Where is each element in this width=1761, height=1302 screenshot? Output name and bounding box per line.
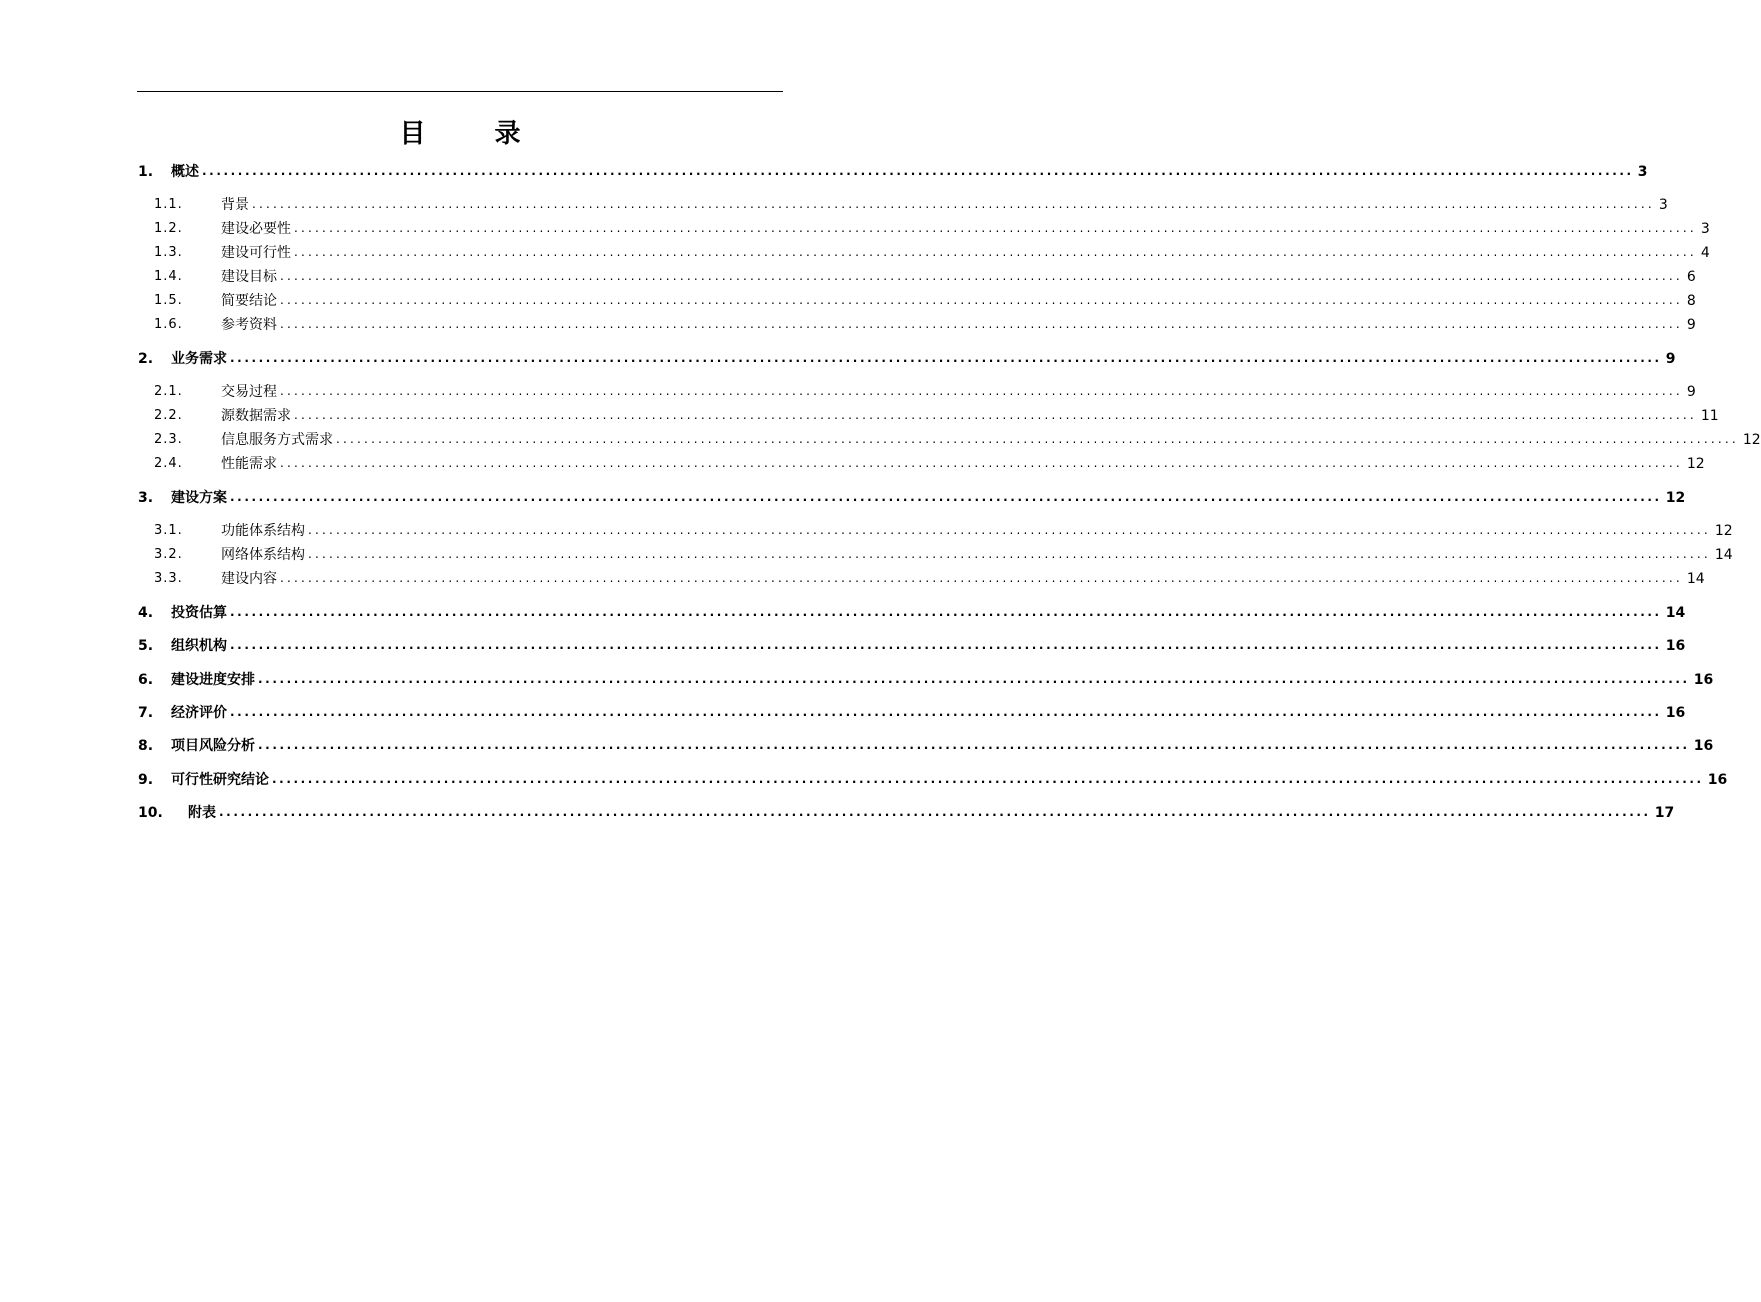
- toc-section-entry[interactable]: [138, 219, 1710, 239]
- toc-section-entry[interactable]: [138, 430, 1761, 450]
- toc-entry-number: 2.4.: [154, 456, 183, 471]
- toc-page-number: 9: [1665, 351, 1676, 367]
- toc-chapter-entry[interactable]: [138, 603, 1686, 623]
- toc-chapter-entry[interactable]: [138, 488, 1686, 508]
- toc-page-number: 14: [1665, 605, 1686, 621]
- toc-entry-number: 3.2.: [154, 547, 183, 562]
- toc-dot-leader: ........................................................................................................................................................................................................: [308, 523, 1711, 537]
- toc-entry-number: 1.1.: [154, 197, 183, 212]
- toc-entry-title: 信息服务方式需求: [221, 432, 333, 448]
- toc-section-entry[interactable]: [138, 406, 1719, 426]
- toc-dot-leader: ........................................................................................................................................................................................................: [202, 164, 1634, 178]
- toc-page-number: 11: [1700, 408, 1719, 424]
- toc-dot-leader: ........................................................................................................................................................................................................: [280, 293, 1683, 307]
- toc-dot-leader: ........................................................................................................................................................................................................: [230, 638, 1662, 652]
- toc-chapter-entry[interactable]: [138, 349, 1676, 369]
- toc-entry-number: 9.: [138, 772, 154, 788]
- toc-page-number: 3: [1658, 197, 1668, 213]
- toc-entry-number: 1.2.: [154, 221, 183, 236]
- toc-dot-leader: ........................................................................................................................................................................................................: [280, 571, 1683, 585]
- toc-entry-title: 网络体系结构: [221, 547, 305, 563]
- toc-entry-title: 建设内容: [221, 571, 277, 587]
- toc-entry-title: 投资估算: [171, 605, 227, 621]
- toc-entry-number: 2.1.: [154, 384, 183, 399]
- toc-dot-leader: ........................................................................................................................................................................................................: [252, 197, 1655, 211]
- toc-page-number: 17: [1654, 805, 1675, 821]
- toc-entry-number: 1.: [138, 164, 154, 180]
- toc-dot-leader: ........................................................................................................................................................................................................: [280, 317, 1683, 331]
- toc-entry-title: 建设进度安排: [171, 672, 255, 688]
- toc-page-number: 3: [1637, 164, 1648, 180]
- toc-dot-leader: ........................................................................................................................................................................................................: [280, 269, 1683, 283]
- toc-entry-title: 项目风险分析: [171, 738, 255, 754]
- toc-section-entry[interactable]: [138, 545, 1733, 565]
- toc-chapter-entry[interactable]: [138, 770, 1728, 790]
- toc-dot-leader: ........................................................................................................................................................................................................: [230, 490, 1662, 504]
- toc-entry-title: 背景: [221, 197, 249, 213]
- toc-dot-leader: ........................................................................................................................................................................................................: [258, 672, 1690, 686]
- page-title: 目 录: [399, 119, 551, 149]
- toc-page-number: 12: [1665, 490, 1686, 506]
- toc-dot-leader: ........................................................................................................................................................................................................: [294, 245, 1697, 259]
- toc-entry-title: 性能需求: [221, 456, 277, 472]
- toc-section-entry[interactable]: [138, 195, 1668, 215]
- toc-page-number: 14: [1686, 571, 1705, 587]
- toc-section-entry[interactable]: [138, 382, 1696, 402]
- toc-chapter-entry[interactable]: [138, 703, 1686, 723]
- toc-entry-number: 2.2.: [154, 408, 183, 423]
- toc-entry-number: 1.4.: [154, 269, 183, 284]
- toc-page-number: 8: [1686, 293, 1696, 309]
- toc-entry-number: 6.: [138, 672, 154, 688]
- toc-page-number: 16: [1693, 672, 1714, 688]
- toc-entry-number: 1.5.: [154, 293, 183, 308]
- toc-chapter-entry[interactable]: [138, 736, 1714, 756]
- toc-page-number: 16: [1665, 705, 1686, 721]
- toc-entry-title: 概述: [171, 164, 199, 180]
- toc-dot-leader: ........................................................................................................................................................................................................: [272, 772, 1704, 786]
- toc-page-number: 16: [1693, 738, 1714, 754]
- toc-page-number: 3: [1700, 221, 1710, 237]
- toc-chapter-entry[interactable]: [138, 670, 1714, 690]
- toc-entry-title: 建设可行性: [221, 245, 291, 261]
- toc-entry-number: 3.1.: [154, 523, 183, 538]
- toc-dot-leader: ........................................................................................................................................................................................................: [280, 384, 1683, 398]
- toc-entry-number: 5.: [138, 638, 154, 654]
- toc-chapter-entry[interactable]: [138, 803, 1675, 823]
- toc-section-entry[interactable]: [138, 291, 1696, 311]
- toc-page-number: 9: [1686, 384, 1696, 400]
- toc-page-number: 6: [1686, 269, 1696, 285]
- toc-entry-number: 7.: [138, 705, 154, 721]
- toc-section-entry[interactable]: [138, 521, 1733, 541]
- toc-section-entry[interactable]: [138, 454, 1705, 474]
- toc-entry-title: 参考资料: [221, 317, 277, 333]
- toc-entry-title: 可行性研究结论: [171, 772, 269, 788]
- toc-entry-number: 2.: [138, 351, 154, 367]
- toc-page-number: 12: [1742, 432, 1761, 448]
- header-rule: [137, 91, 783, 92]
- toc-dot-leader: ........................................................................................................................................................................................................: [308, 547, 1711, 561]
- toc-entry-number: 4.: [138, 605, 154, 621]
- toc-entry-title: 功能体系结构: [221, 523, 305, 539]
- toc-dot-leader: ........................................................................................................................................................................................................: [294, 221, 1697, 235]
- toc-page-number: 4: [1700, 245, 1710, 261]
- toc-page-number: 9: [1686, 317, 1696, 333]
- toc-page-number: 16: [1707, 772, 1728, 788]
- toc-entry-number: 1.3.: [154, 245, 183, 260]
- toc-entry-title: 源数据需求: [221, 408, 291, 424]
- toc-dot-leader: ........................................................................................................................................................................................................: [280, 456, 1683, 470]
- toc-dot-leader: ........................................................................................................................................................................................................: [258, 738, 1690, 752]
- toc-entry-title: 组织机构: [171, 638, 227, 654]
- toc-page-number: 12: [1686, 456, 1705, 472]
- toc-page-number: 12: [1714, 523, 1733, 539]
- toc-entry-title: 建设方案: [171, 490, 227, 506]
- toc-dot-leader: ........................................................................................................................................................................................................: [219, 805, 1651, 819]
- toc-section-entry[interactable]: [138, 243, 1710, 263]
- toc-dot-leader: ........................................................................................................................................................................................................: [336, 432, 1739, 446]
- toc-entry-number: 10.: [138, 805, 163, 821]
- toc-entry-number: 8.: [138, 738, 154, 754]
- toc-dot-leader: ........................................................................................................................................................................................................: [230, 351, 1662, 365]
- toc-entry-number: 1.6.: [154, 317, 183, 332]
- toc-entry-title: 简要结论: [221, 293, 277, 309]
- toc-entry-title: 经济评价: [171, 705, 227, 721]
- toc-page-number: 16: [1665, 638, 1686, 654]
- toc-section-entry[interactable]: [138, 315, 1696, 335]
- toc-section-entry[interactable]: [138, 569, 1705, 589]
- toc-page-number: 14: [1714, 547, 1733, 563]
- toc-entry-number: 3.: [138, 490, 154, 506]
- toc-entry-title: 建设目标: [221, 269, 277, 285]
- toc-entry-number: 2.3.: [154, 432, 183, 447]
- toc-dot-leader: ........................................................................................................................................................................................................: [230, 705, 1662, 719]
- toc-entry-number: 3.3.: [154, 571, 183, 586]
- toc-entry-title: 业务需求: [171, 351, 227, 367]
- toc-entry-title: 附表: [188, 805, 216, 821]
- toc-dot-leader: ........................................................................................................................................................................................................: [230, 605, 1662, 619]
- toc-entry-title: 交易过程: [221, 384, 277, 400]
- toc-chapter-entry[interactable]: [138, 636, 1686, 656]
- toc-chapter-entry[interactable]: [138, 162, 1648, 182]
- toc-section-entry[interactable]: [138, 267, 1696, 287]
- toc-dot-leader: ........................................................................................................................................................................................................: [294, 408, 1697, 422]
- toc-entry-title: 建设必要性: [221, 221, 291, 237]
